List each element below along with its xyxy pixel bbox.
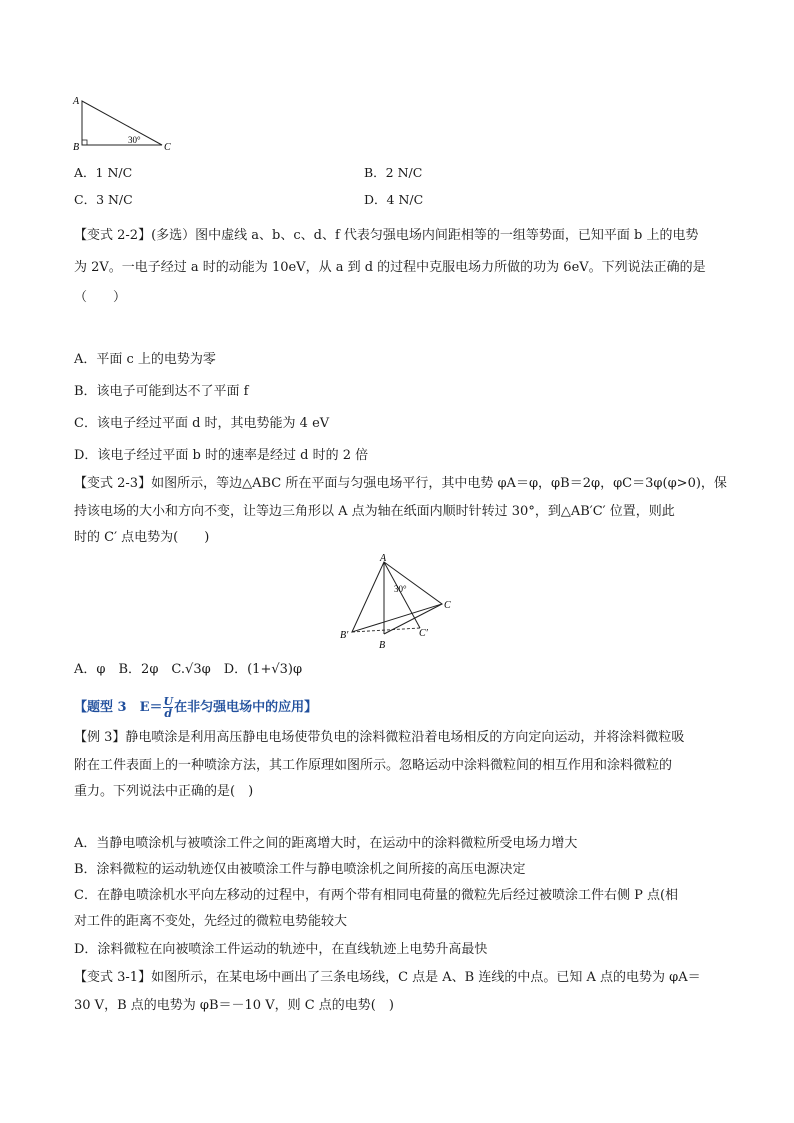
q2-3-stem-line-2: 持该电场的大小和方向不变，让等边三角形以 A 点为轴在纸面内顺时针转过 30°，到△AB′C′ 位置，则此 xyxy=(74,504,675,519)
q2-2-option-a: A．平面 c 上的电势为零 xyxy=(74,352,216,367)
q2-1-option-c: C．3 N/C xyxy=(74,192,133,207)
q2-2-stem-line-2: 为 2V。一电子经过 a 时的动能为 10eV，从 a 到 d 的过程中克服电场力所做的功为 6eV。下列说法正确的是 xyxy=(74,260,706,275)
ex3-option-b: B．涂料微粒的运动轨迹仅由被喷涂工件与静电喷涂机之间所接的高压电源决定 xyxy=(74,862,526,877)
ex3-stem-line-2: 附在工件表面上的一种喷涂方法，其工作原理如图所示。忽略运动中涂料微粒间的相互作用和涂料微粒的 xyxy=(74,758,673,773)
q2-2-stem-line-3: （ ） xyxy=(74,290,127,305)
fraction-numerator: U xyxy=(163,695,174,708)
q2-1-option-a: A．1 N/C xyxy=(74,165,133,180)
vertex-label-a: A xyxy=(73,96,80,107)
angle-label: 30° xyxy=(394,584,407,594)
vertex-label-c: C xyxy=(444,600,451,611)
vertex-label-b: B xyxy=(379,640,386,651)
ex3-option-a: A．当静电喷涂机与被喷涂工件之间的距离增大时，在运动中的涂料微粒所受电场力增大 xyxy=(74,836,578,851)
q2-2-option-b: B．该电子可能到达不了平面 f xyxy=(74,384,249,399)
ex3-option-c-line-2: 对工件的距离不变处，先经过的微粒电势能较大 xyxy=(74,914,348,929)
topic-3-heading-suffix: 在非匀强电场中的应用】 xyxy=(174,700,318,715)
vertex-label-b-prime: B′ xyxy=(340,630,349,641)
ex3-option-c-line-1: C．在静电喷涂机水平向左移动的过程中，有两个带有相同电荷量的微粒先后经过被喷涂工件右侧 P 点(相 xyxy=(74,888,679,903)
vertex-label-b: B xyxy=(73,142,80,152)
vertex-label-c: C xyxy=(164,142,171,152)
topic-3-heading-prefix: 【题型 3 E＝ xyxy=(74,700,163,715)
q3-1-stem-line-1: 【变式 3-1】如图所示，在某电场中画出了三条电场线，C 点是 A、B 连线的中点。已知 A 点的电势为 φA＝ xyxy=(74,970,701,985)
q3-1-stem-line-2: 30 V，B 点的电势为 φB＝－10 V，则 C 点的电势( ) xyxy=(74,998,394,1013)
q2-3-stem-line-1: 【变式 2-3】如图所示，等边△ABC 所在平面与匀强电场平行，其中电势 φA＝φ，φB＝2φ，φC＝3φ(φ>0)，保 xyxy=(74,476,727,491)
q2-1-option-d: D．4 N/C xyxy=(364,192,424,207)
ex3-option-d: D．涂料微粒在向被喷涂工件运动的轨迹中，在直线轨迹上电势升高最快 xyxy=(74,942,488,957)
ex3-stem-line-1: 【例 3】静电喷涂是利用高压静电电场使带负电的涂料微粒沿着电场相反的方向定向运动，并将涂料微粒吸 xyxy=(74,730,685,745)
vertex-label-a: A xyxy=(380,553,387,564)
angle-label: 30° xyxy=(128,135,141,145)
q2-2-option-d: D．该电子经过平面 b 时的速率是经过 d 时的 2 倍 xyxy=(74,448,369,463)
ex3-stem-line-3: 重力。下列说法中正确的是( ) xyxy=(74,784,254,799)
topic-3-heading xyxy=(74,696,317,719)
q2-2-option-c: C．该电子经过平面 d 时，其电势能为 4 eV xyxy=(74,416,330,431)
q2-3-stem-line-3: 时的 C′ 点电势为( ) xyxy=(74,530,210,545)
q2-1-option-b: B．2 N/C xyxy=(364,165,423,180)
vertex-label-c-prime: C′ xyxy=(419,628,428,639)
q2-2-stem-line-1: 【变式 2-2】(多选）图中虚线 a、b、c、d、f 代表匀强电场内间距相等的一组等势面，已知平面 b 上的电势 xyxy=(74,228,699,243)
rotated-triangle-figure xyxy=(332,552,462,652)
right-triangle-figure xyxy=(70,92,180,152)
q2-3-options: A．φ B．2φ C.√3φ D．(1+√3)φ xyxy=(74,662,303,677)
fraction-denominator: d xyxy=(164,707,173,720)
